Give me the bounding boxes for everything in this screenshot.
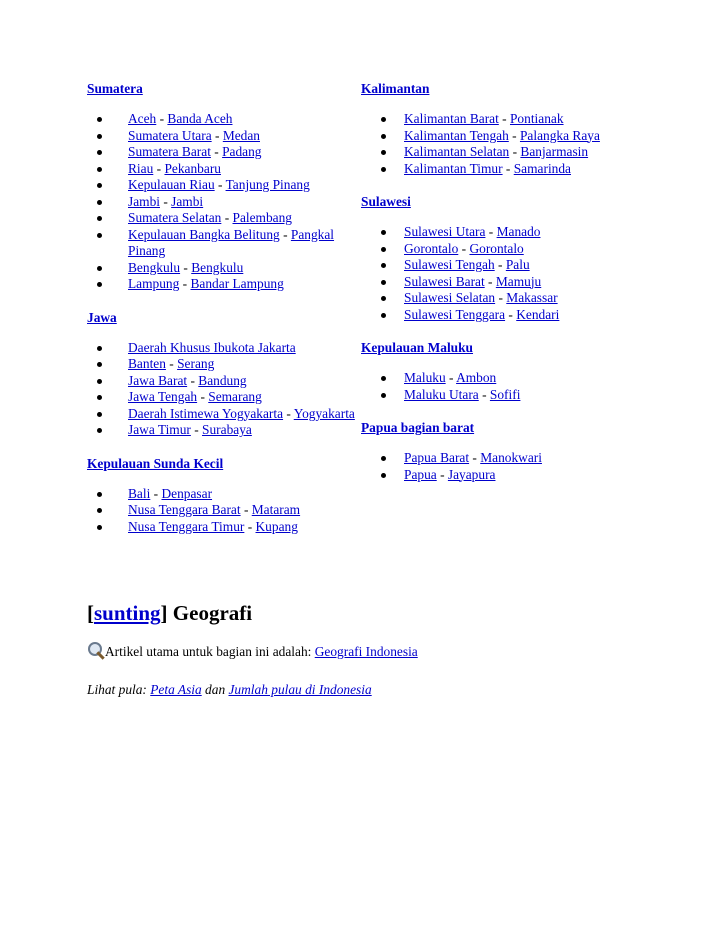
province-list [361, 111, 641, 177]
see-also-middle: dan [201, 682, 229, 697]
province-list-item [361, 370, 641, 387]
capital-link[interactable]: Palembang [232, 210, 292, 225]
province-link[interactable]: Jawa Timur [128, 422, 191, 437]
province-link[interactable]: Maluku Utara [404, 386, 479, 402]
separator-text: - [478, 386, 490, 402]
separator-text: - [197, 389, 209, 404]
province-link[interactable]: Sulawesi Barat [404, 273, 485, 289]
province-list [361, 224, 641, 323]
province-list-item [87, 502, 355, 519]
province-list-item [87, 356, 355, 373]
separator-text: - [469, 450, 481, 465]
province-link[interactable]: Banten [128, 356, 166, 371]
bullet-icon [97, 412, 102, 417]
province-list [361, 450, 641, 483]
province-list-item [361, 387, 641, 404]
capital-link[interactable]: Palangka Raya [519, 127, 600, 143]
capital-link[interactable]: Pontianak [509, 111, 564, 126]
right-column [361, 80, 641, 483]
capital-link[interactable]: Kupang [255, 518, 298, 534]
capital-link[interactable]: Serang [177, 356, 215, 371]
separator-text: - [458, 240, 470, 256]
province-list-item [87, 260, 355, 277]
bullet-icon [97, 134, 102, 139]
province-link[interactable]: Sulawesi Utara [404, 224, 486, 239]
main-article-prefix: Artikel utama untuk bagian ini adalah: [105, 644, 315, 659]
capital-link[interactable]: Pekanbaru [164, 160, 221, 176]
bullet-icon [97, 150, 102, 155]
province-link[interactable]: Kalimantan Barat [404, 111, 499, 126]
bullet-icon [97, 508, 102, 513]
capital-link[interactable]: Palu [505, 257, 530, 272]
main-article-note [87, 641, 418, 661]
bullet-icon [381, 134, 386, 139]
separator-text: - [502, 160, 514, 176]
region-title-sumatera[interactable]: Sumatera [87, 81, 143, 96]
separator-text: - [494, 257, 506, 272]
capital-link[interactable]: Medan [222, 127, 260, 143]
province-list-item [361, 111, 641, 128]
region-block-kalimantan [361, 80, 641, 193]
separator-text: - [244, 518, 256, 534]
capital-link[interactable]: Padang [222, 144, 262, 159]
province-link[interactable]: Sumatera Barat [128, 144, 211, 159]
capital-link[interactable]: Gorontalo [469, 240, 524, 256]
bullet-icon [381, 376, 386, 381]
province-link[interactable]: Daerah Khusus Ibukota Jakarta [128, 339, 296, 355]
province-list-item [87, 227, 355, 260]
bullet-icon [381, 230, 386, 235]
province-list-item [87, 486, 355, 503]
province-list-item [87, 389, 355, 406]
province-link[interactable]: Nusa Tenggara Timur [128, 518, 245, 534]
separator-text: - [153, 160, 165, 176]
province-link[interactable]: Sumatera Utara [128, 127, 212, 143]
province-list-item [87, 519, 355, 536]
bullet-icon [97, 492, 102, 497]
separator-text: - [190, 422, 203, 437]
magnifier-icon [87, 641, 105, 659]
province-link[interactable]: Jawa Tengah [128, 389, 198, 404]
capital-link[interactable]: Samarinda [513, 160, 571, 176]
see-also-prefix: Lihat pula: [87, 682, 151, 697]
separator-text: - [187, 372, 199, 388]
bullet-icon [97, 183, 102, 188]
capital-link[interactable]: Pangkal Pinang [128, 226, 335, 258]
capital-link[interactable]: Bandung [198, 372, 247, 388]
capital-link[interactable]: Manokwari [480, 450, 542, 465]
bullet-icon [97, 525, 102, 530]
bullet-icon [381, 456, 386, 461]
capital-link[interactable]: Yogyakarta [293, 405, 355, 421]
separator-text: - [211, 127, 223, 143]
region-block-sulawesi [361, 193, 641, 339]
province-list-item [87, 373, 355, 390]
capital-link[interactable]: Jayapura [447, 466, 496, 482]
region-title-kalimantan[interactable]: Kalimantan [361, 81, 430, 96]
edit-bracket-open: [ [87, 601, 94, 625]
capital-link[interactable]: Banjarmasin [520, 144, 589, 159]
province-link[interactable]: Sumatera Selatan [128, 210, 222, 225]
province-link[interactable]: Kepulauan Bangka Belitung [128, 226, 280, 242]
capital-link[interactable]: Jambi [171, 193, 204, 209]
province-list-item [87, 210, 355, 227]
bullet-icon [97, 266, 102, 271]
province-list-item [361, 450, 641, 467]
province-link[interactable]: Papua Barat [404, 450, 470, 465]
province-link[interactable]: Riau [128, 160, 154, 176]
province-link[interactable]: Bali [128, 485, 151, 501]
province-link[interactable]: Jawa Barat [128, 372, 188, 388]
bullet-icon [381, 150, 386, 155]
separator-text: - [508, 127, 520, 143]
separator-text: - [240, 502, 252, 517]
province-list-item [87, 422, 355, 439]
bullet-icon [97, 282, 102, 287]
province-list-item [361, 224, 641, 241]
bullet-icon [97, 428, 102, 433]
region-block-kepulauan-maluku [361, 339, 641, 419]
province-list [361, 370, 641, 403]
province-link[interactable]: Papua [404, 466, 437, 482]
bullet-icon [381, 393, 386, 398]
separator-text: - [150, 485, 162, 501]
bullet-icon [381, 313, 386, 318]
separator-text: - [214, 177, 226, 192]
province-list-item [361, 128, 641, 145]
province-link[interactable]: Sulawesi Tenggara [404, 306, 506, 322]
capital-link[interactable]: Sofifi [489, 386, 521, 402]
province-link[interactable]: Gorontalo [404, 240, 459, 256]
capital-link[interactable]: Surabaya [202, 422, 252, 437]
separator-text: - [156, 111, 168, 126]
province-link[interactable]: Lampung [128, 276, 180, 291]
capital-link[interactable]: Banda Aceh [167, 111, 233, 126]
province-list-item [361, 467, 641, 484]
province-link[interactable]: Jambi [128, 193, 160, 209]
province-list-item [87, 340, 355, 357]
bullet-icon [97, 362, 102, 367]
capital-link[interactable]: Mamuju [495, 273, 542, 289]
province-list-item [361, 290, 641, 307]
province-list-item [361, 257, 641, 274]
province-list-item [87, 111, 355, 128]
separator-text: - [160, 193, 172, 209]
region-title-kepulauan-sunda-kecil[interactable]: Kepulauan Sunda Kecil [87, 455, 224, 471]
province-link[interactable]: Kalimantan Timur [404, 160, 503, 176]
bullet-icon [381, 473, 386, 478]
separator-text: - [484, 273, 496, 289]
separator-text: - [180, 259, 192, 275]
region-title-jawa[interactable]: Jawa [87, 309, 117, 325]
province-link[interactable]: Sulawesi Tengah [404, 257, 495, 272]
province-list-item [87, 194, 355, 211]
region-title-kepulauan-maluku[interactable]: Kepulauan Maluku [361, 340, 474, 355]
province-link[interactable]: Kalimantan Selatan [404, 144, 510, 159]
capital-link[interactable]: Bengkulu [191, 259, 244, 275]
province-link[interactable]: Sulawesi Selatan [404, 290, 496, 305]
bullet-icon [97, 346, 102, 351]
bullet-icon [381, 280, 386, 285]
separator-text: - [485, 224, 497, 239]
bullet-icon [97, 216, 102, 221]
province-link[interactable]: Daerah Istimewa Yogyakarta [128, 405, 284, 421]
bullet-icon [381, 167, 386, 172]
bullet-icon [97, 167, 102, 172]
main-article-link[interactable]: Geografi Indonesia [314, 644, 418, 659]
section-title: Geografi [167, 601, 253, 625]
province-list-item [361, 241, 641, 258]
capital-link[interactable]: Bandar Lampung [190, 276, 284, 291]
separator-text: - [436, 466, 448, 482]
province-link[interactable]: Aceh [128, 111, 157, 126]
province-list [87, 340, 355, 439]
capital-link[interactable]: Ambon [456, 370, 497, 385]
separator-text: - [210, 144, 223, 159]
province-link[interactable]: Kalimantan Tengah [404, 127, 509, 143]
bullet-icon [381, 247, 386, 252]
province-link[interactable]: Kepulauan Riau [128, 177, 215, 192]
region-block-sumatera [87, 80, 355, 309]
capital-link[interactable]: Semarang [208, 389, 262, 404]
section-heading [87, 599, 252, 627]
separator-text: - [279, 226, 291, 242]
bullet-icon [97, 233, 102, 238]
separator-text: - [495, 290, 507, 305]
left-column [87, 80, 355, 535]
separator-text: - [498, 111, 510, 126]
capital-link[interactable]: Makassar [506, 290, 558, 305]
province-list [87, 486, 355, 536]
edit-bracket-close: ] [160, 601, 168, 625]
province-list-item [87, 128, 355, 145]
province-list-item [87, 177, 355, 194]
capital-link[interactable]: Manado [496, 224, 541, 239]
province-list-item [87, 276, 355, 293]
separator-text: - [165, 356, 178, 371]
province-link[interactable]: Nusa Tenggara Barat [128, 502, 241, 517]
province-list-item [87, 144, 355, 161]
separator-text: - [221, 210, 233, 225]
province-link[interactable]: Maluku [404, 370, 446, 385]
province-list [87, 111, 355, 293]
bullet-icon [381, 263, 386, 268]
separator-text: - [505, 306, 517, 322]
separator-text: - [283, 405, 294, 421]
province-link[interactable]: Bengkulu [128, 259, 181, 275]
see-also-link-peta-asia[interactable]: Peta Asia [150, 682, 202, 697]
region-title-sulawesi[interactable]: Sulawesi [361, 194, 411, 209]
capital-link[interactable]: Denpasar [161, 485, 213, 501]
bullet-icon [97, 200, 102, 205]
bullet-icon [97, 117, 102, 122]
separator-text: - [179, 276, 191, 291]
bullet-icon [381, 296, 386, 301]
separator-text: - [509, 144, 521, 159]
see-also-link-jumlah-pulau[interactable]: Jumlah pulau di Indonesia [228, 682, 372, 697]
province-list-item [87, 406, 355, 423]
province-list-item [87, 161, 355, 178]
region-title-papua-bagian-barat[interactable]: Papua bagian barat [361, 420, 475, 435]
separator-text: - [445, 370, 457, 385]
bullet-icon [381, 117, 386, 122]
edit-section-link[interactable]: sunting [94, 601, 161, 625]
capital-link[interactable]: Mataram [251, 502, 301, 517]
see-also-note [87, 681, 372, 699]
bullet-icon [97, 379, 102, 384]
province-list-item [361, 274, 641, 291]
region-block-papua-bagian-barat [361, 419, 641, 483]
capital-link[interactable]: Kendari [516, 306, 560, 322]
province-list-item [361, 161, 641, 178]
province-list-item [361, 144, 641, 161]
province-list-item [361, 307, 641, 324]
bullet-icon [97, 395, 102, 400]
region-block-kepulauan-sunda-kecil [87, 455, 355, 536]
region-block-jawa [87, 309, 355, 455]
capital-link[interactable]: Tanjung Pinang [225, 177, 310, 192]
